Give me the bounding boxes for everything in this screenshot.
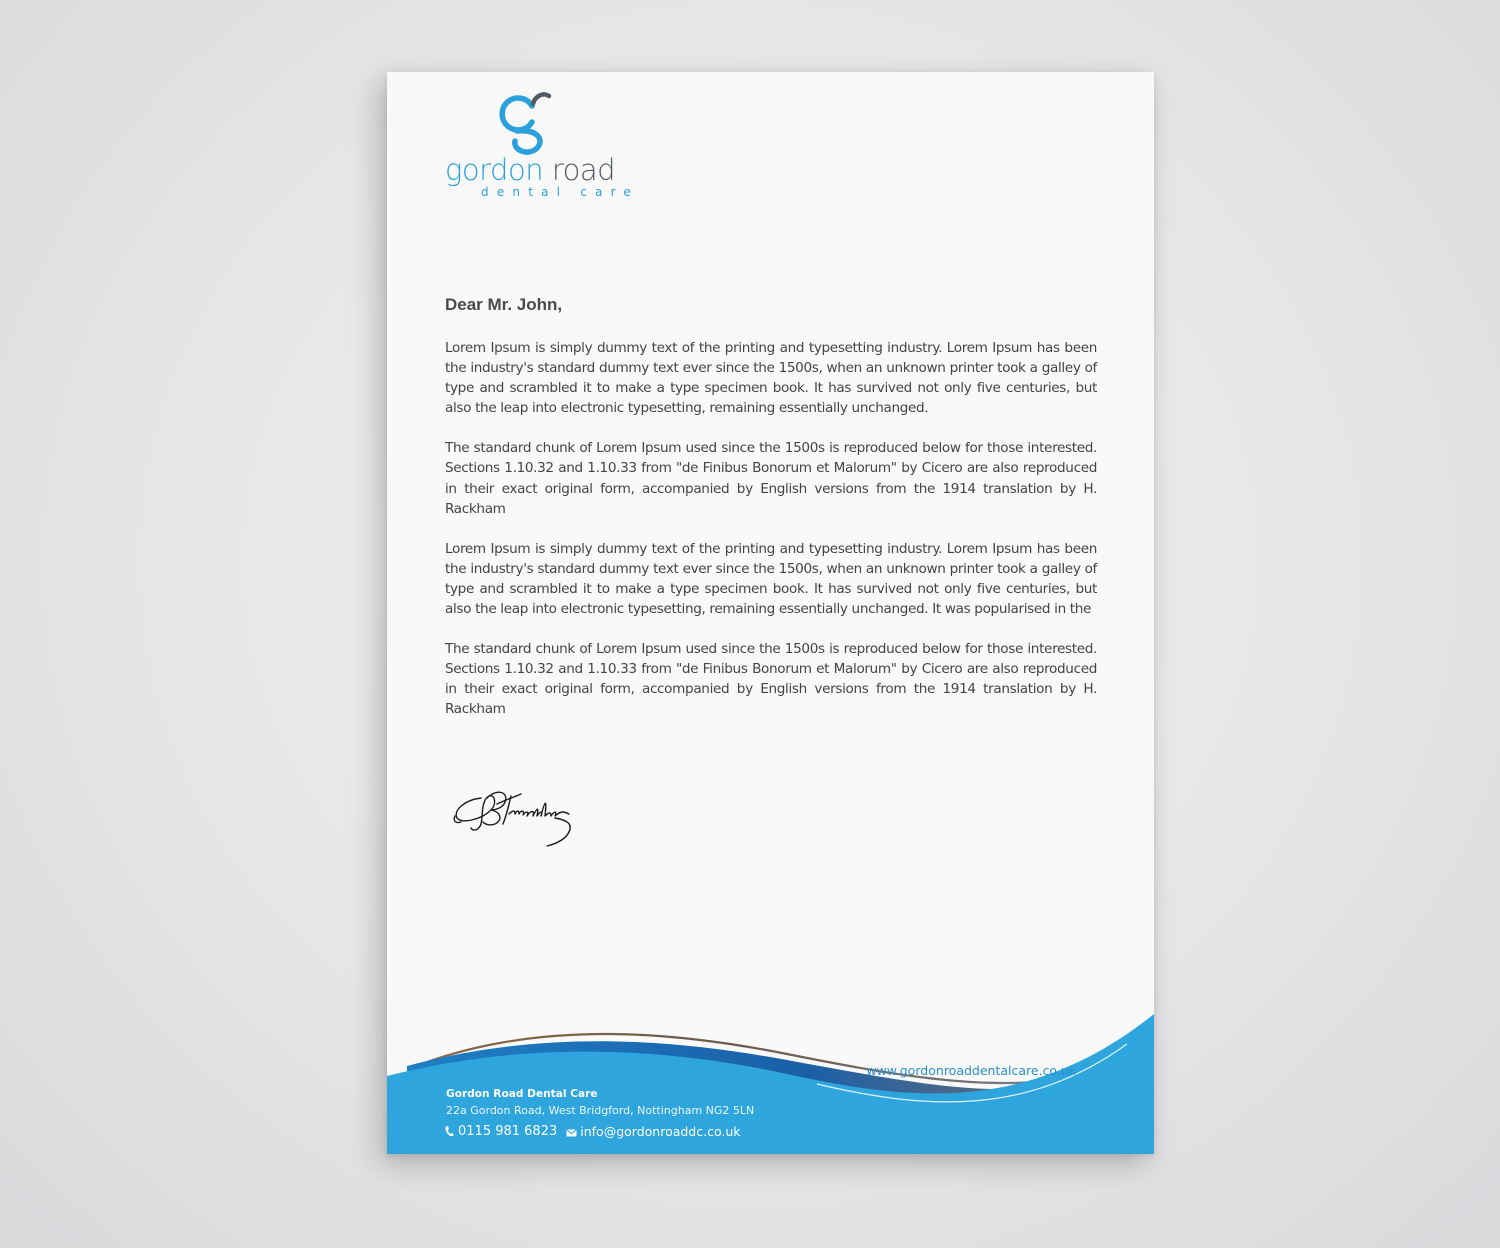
brand-name [445, 153, 616, 187]
footer-website: www.gordonroaddentalcare.co.uk [866, 1063, 1076, 1078]
footer-email: info@gordonroaddc.co.uk [580, 1124, 741, 1139]
footer-address: 22a Gordon Road, West Bridgford, Nottingham NG2 5LN [446, 1104, 755, 1117]
mail-icon [566, 1122, 577, 1141]
footer-contact [445, 1122, 741, 1141]
signature-image [451, 780, 586, 852]
brand-logo [443, 86, 640, 199]
salutation: Dear Mr. John, [445, 295, 563, 314]
phone-icon [445, 1122, 455, 1141]
signature [451, 780, 586, 857]
footer-company: Gordon Road Dental Care [446, 1088, 598, 1100]
brand-tagline: dental care [481, 185, 640, 199]
paragraph-2: The standard chunk of Lorem Ipsum used since the 1500s is reproduced below for those interested. Sections 1.10.32 and 1.10.33 from "de Finibus Bonorum et Malorum" by Cicero are also reproduced in their exact original form, accompanied by English versions from the 1914 translation by H. Rackham [445, 440, 1097, 517]
footer-phone: 0115 981 6823 [458, 1124, 558, 1139]
paragraph-4: The standard chunk of Lorem Ipsum used since the 1500s is reproduced below for those interested. Sections 1.10.32 and 1.10.33 from "de Finibus Bonorum et Malorum" by Cicero are also reproduced in their exact original form, accompanied by English versions from the 1914 translation by H. Rackham [445, 641, 1097, 718]
letterhead-sheet [387, 72, 1154, 1154]
letter-body [445, 338, 1097, 740]
paragraph-1: Lorem Ipsum is simply dummy text of the printing and typesetting industry. Lorem Ipsum has been the industry's standard dummy text ever since the 1500s, when an unknown printer took a galley of type and scrambled it to make a type specimen book. It has survived not only five centuries, but also the leap into electronic typesetting, remaining essentially unchanged. [445, 340, 1097, 417]
brand-word-2: road [551, 153, 616, 187]
brand-word-1: gordon [445, 153, 544, 187]
paragraph-3: Lorem Ipsum is simply dummy text of the printing and typesetting industry. Lorem Ipsum has been the industry's standard dummy text ever since the 1500s, when an unknown printer took a galley of type and scrambled it to make a type specimen book. It has survived not only five centuries, but also the leap into electronic typesetting, remaining essentially unchanged. It was popularised in the [445, 540, 1097, 618]
